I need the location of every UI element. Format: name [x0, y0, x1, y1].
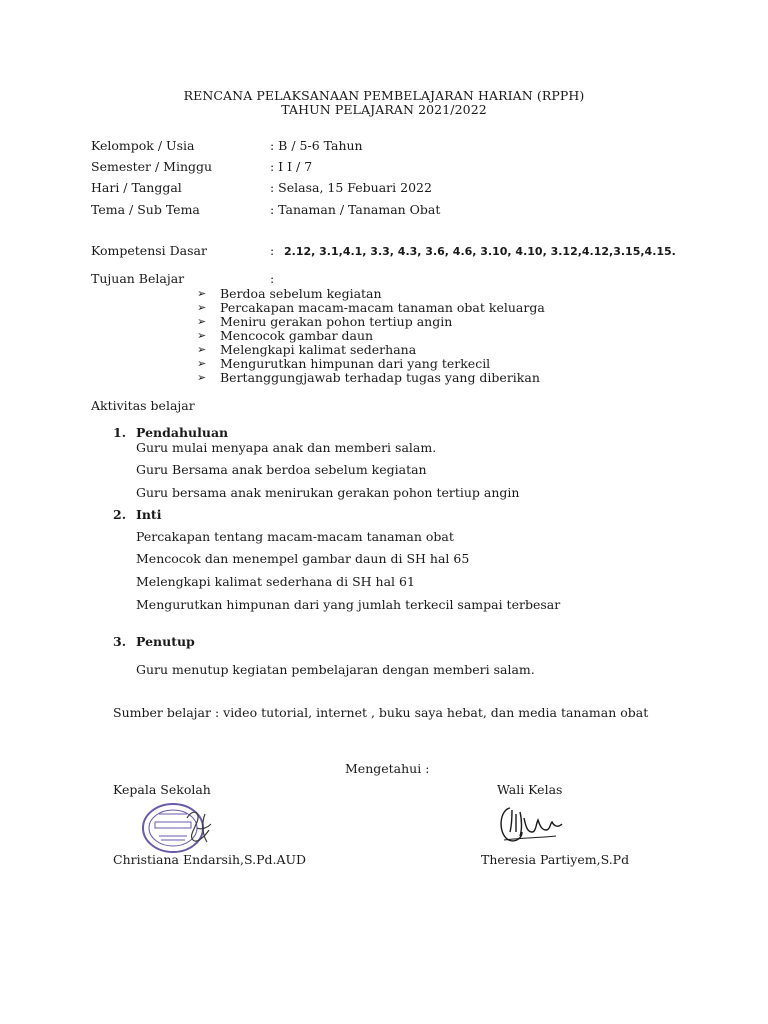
kepala-sekolah-title: Kepala Sekolah [113, 782, 211, 797]
info-label-tema: Tema / Sub Tema [91, 202, 200, 217]
section-title-pendahuluan: Pendahuluan [136, 425, 229, 440]
activity-item: Mencocok dan menempel gambar daun di SH hal 65 [136, 551, 470, 566]
activity-item: Guru menutup kegiatan pembelajaran dengan memberi salam. [136, 662, 535, 677]
tujuan-item: Percakapan macam-macam tanaman obat keluarga [220, 300, 545, 315]
arrow-bullet-icon: ➢ [197, 301, 207, 314]
tujuan-item: Mengurutkan himpunan dari yang terkecil [220, 356, 491, 371]
kepala-sekolah-name: Christiana Endarsih,S.Pd.AUD [113, 852, 307, 867]
aktivitas-label: Aktivitas belajar [91, 398, 195, 413]
tujuan-item: Bertanggungjawab terhadap tugas yang diberikan [220, 370, 540, 385]
arrow-bullet-icon: ➢ [197, 329, 207, 342]
activity-item: Guru mulai menyapa anak dan memberi salam. [136, 440, 437, 455]
activity-item: Percakapan tentang macam-macam tanaman obat [136, 529, 454, 544]
wali-kelas-title: Wali Kelas [497, 782, 563, 797]
activity-item: Mengurutkan himpunan dari yang jumlah terkecil sampai terbesar [136, 597, 561, 612]
document-title: RENCANA PELAKSANAAN PEMBELAJARAN HARIAN (RPPH) [183, 88, 585, 103]
academic-year: TAHUN PELAJARAN 2021/2022 [281, 102, 487, 117]
tujuan-item: Mencocok gambar daun [220, 328, 374, 343]
wali-kelas-name: Theresia Partiyem,S.Pd [481, 852, 630, 867]
info-label-semester: Semester / Minggu [91, 159, 213, 174]
tujuan-item: Melengkapi kalimat sederhana [220, 342, 417, 357]
arrow-bullet-icon: ➢ [197, 343, 207, 356]
signature-icon [496, 800, 566, 846]
kompetensi-label: Kompetensi Dasar [91, 243, 207, 258]
arrow-bullet-icon: ➢ [197, 371, 207, 384]
section-title-inti: Inti [136, 507, 162, 522]
arrow-bullet-icon: ➢ [197, 287, 207, 300]
activity-item: Melengkapi kalimat sederhana di SH hal 61 [136, 574, 415, 589]
arrow-bullet-icon: ➢ [197, 357, 207, 370]
info-label-kelompok: Kelompok / Usia [91, 138, 195, 153]
tujuan-label: Tujuan Belajar [91, 271, 185, 286]
info-label-hari: Hari / Tanggal [91, 180, 182, 195]
activity-item: Guru Bersama anak berdoa sebelum kegiatan [136, 462, 427, 477]
info-value-kelompok: : B / 5-6 Tahun [270, 138, 363, 153]
mengetahui-label: Mengetahui : [345, 761, 430, 776]
tujuan-item: Berdoa sebelum kegiatan [220, 286, 382, 301]
tujuan-colon: : [270, 271, 275, 286]
section-number: 3. [113, 634, 127, 649]
info-value-semester: : I I / 7 [270, 159, 313, 174]
kompetensi-value: 2.12, 3.1,4.1, 3.3, 4.3, 3.6, 4.6, 3.10, 4.10, 3.12,4.12,3.15,4.15. [284, 245, 676, 258]
section-number: 2. [113, 507, 127, 522]
info-value-hari: : Selasa, 15 Febuari 2022 [270, 180, 432, 195]
info-value-tema: : Tanaman / Tanaman Obat [270, 202, 441, 217]
tujuan-item: Meniru gerakan pohon tertiup angin [220, 314, 453, 329]
activity-item: Guru bersama anak menirukan gerakan pohon tertiup angin [136, 485, 520, 500]
section-title-penutup: Penutup [136, 634, 195, 649]
arrow-bullet-icon: ➢ [197, 315, 207, 328]
school-stamp-icon [135, 800, 225, 856]
section-number: 1. [113, 425, 127, 440]
kompetensi-colon: : [270, 243, 275, 258]
sumber-belajar: Sumber belajar : video tutorial, internet , buku saya hebat, dan media tanaman obat [113, 705, 649, 720]
